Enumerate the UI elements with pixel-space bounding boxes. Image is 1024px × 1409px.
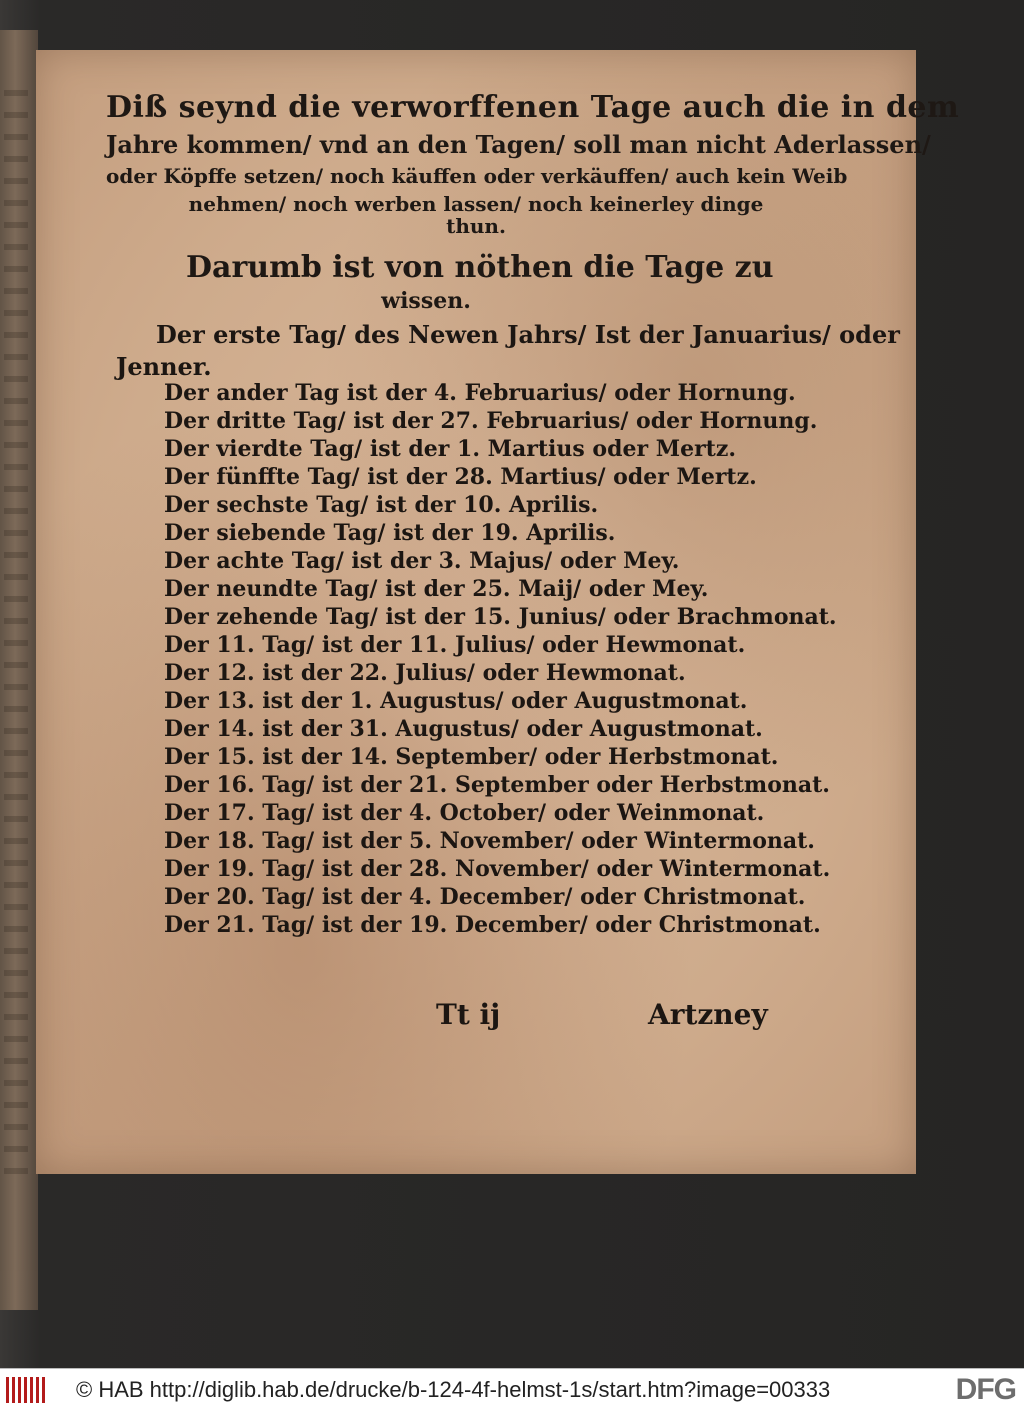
list-item: Der neundte Tag/ ist der 25. Maij/ oder Mey. — [164, 576, 709, 602]
subheading-line-2: wissen. — [381, 288, 471, 314]
list-item: Der siebende Tag/ ist der 19. Aprilis. — [164, 520, 616, 546]
list-item: Der 17. Tag/ ist der 4. October/ oder Weinmonat. — [164, 800, 765, 826]
list-item: Der 12. ist der 22. Julius/ oder Hewmonat. — [164, 660, 686, 686]
list-item: Der dritte Tag/ ist der 27. Februarius/ oder Hornung. — [164, 408, 818, 434]
list-item: Der sechste Tag/ ist der 10. Aprilis. — [164, 492, 599, 518]
heading-line-1: Diß seynd die verworffenen Tage auch die in dem — [106, 90, 960, 125]
list-item: Der 20. Tag/ ist der 4. December/ oder Christmonat. — [164, 884, 806, 910]
intro-line-1: Der erste Tag/ des Newen Jahrs/ Ist der Januarius/ oder — [156, 320, 900, 349]
list-item: Der 13. ist der 1. Augustus/ oder Augustmonat. — [164, 688, 748, 714]
list-item: Der fünffte Tag/ ist der 28. Martius/ oder Mertz. — [164, 464, 757, 490]
signature-mark: Tt ij — [436, 998, 501, 1031]
heading-line-3: oder Köpffe setzen/ noch käuffen oder verkäuffen/ auch kein Weib — [106, 164, 848, 188]
list-item: Der 21. Tag/ ist der 19. December/ oder Christmonat. — [164, 912, 821, 938]
list-item: Der 11. Tag/ ist der 11. Julius/ oder Hewmonat. — [164, 632, 746, 658]
list-item: Der zehende Tag/ ist der 15. Junius/ oder Brachmonat. — [164, 604, 837, 630]
heading-line-5: thun. — [446, 214, 506, 238]
subheading-line-1: Darumb ist von nöthen die Tage zu — [186, 250, 774, 285]
list-item: Der 18. Tag/ ist der 5. November/ oder Wintermonat. — [164, 828, 815, 854]
source-credit-link[interactable]: © HAB http://diglib.hab.de/drucke/b-124-4f-helmst-1s/start.htm?image=00333 — [76, 1377, 831, 1402]
list-item: Der 15. ist der 14. September/ oder Herbstmonat. — [164, 744, 779, 770]
list-item: Der 19. Tag/ ist der 28. November/ oder Wintermonat. — [164, 856, 831, 882]
heading-line-4: nehmen/ noch werben lassen/ noch keinerley dinge — [188, 192, 764, 216]
previous-page-edge — [0, 30, 38, 1310]
intro-line-2: Jenner. — [116, 352, 212, 381]
heading-line-2: Jahre kommen/ vnd an den Tagen/ soll man nicht Aderlassen/ — [106, 130, 931, 159]
footer-bar — [0, 1368, 1024, 1409]
library-logo-icon — [6, 1377, 46, 1403]
list-item: Der ander Tag ist der 4. Februarius/ oder Hornung. — [164, 380, 796, 406]
book-page — [36, 50, 960, 1174]
dfg-logo: DFG — [955, 1373, 1016, 1406]
list-item: Der vierdte Tag/ ist der 1. Martius oder Mertz. — [164, 436, 736, 462]
list-item: Der achte Tag/ ist der 3. Majus/ oder Mey. — [164, 548, 680, 574]
list-item: Der 14. ist der 31. Augustus/ oder Augustmonat. — [164, 716, 763, 742]
catchword: Artzney — [648, 998, 768, 1031]
list-item: Der 16. Tag/ ist der 21. September oder Herbstmonat. — [164, 772, 830, 798]
